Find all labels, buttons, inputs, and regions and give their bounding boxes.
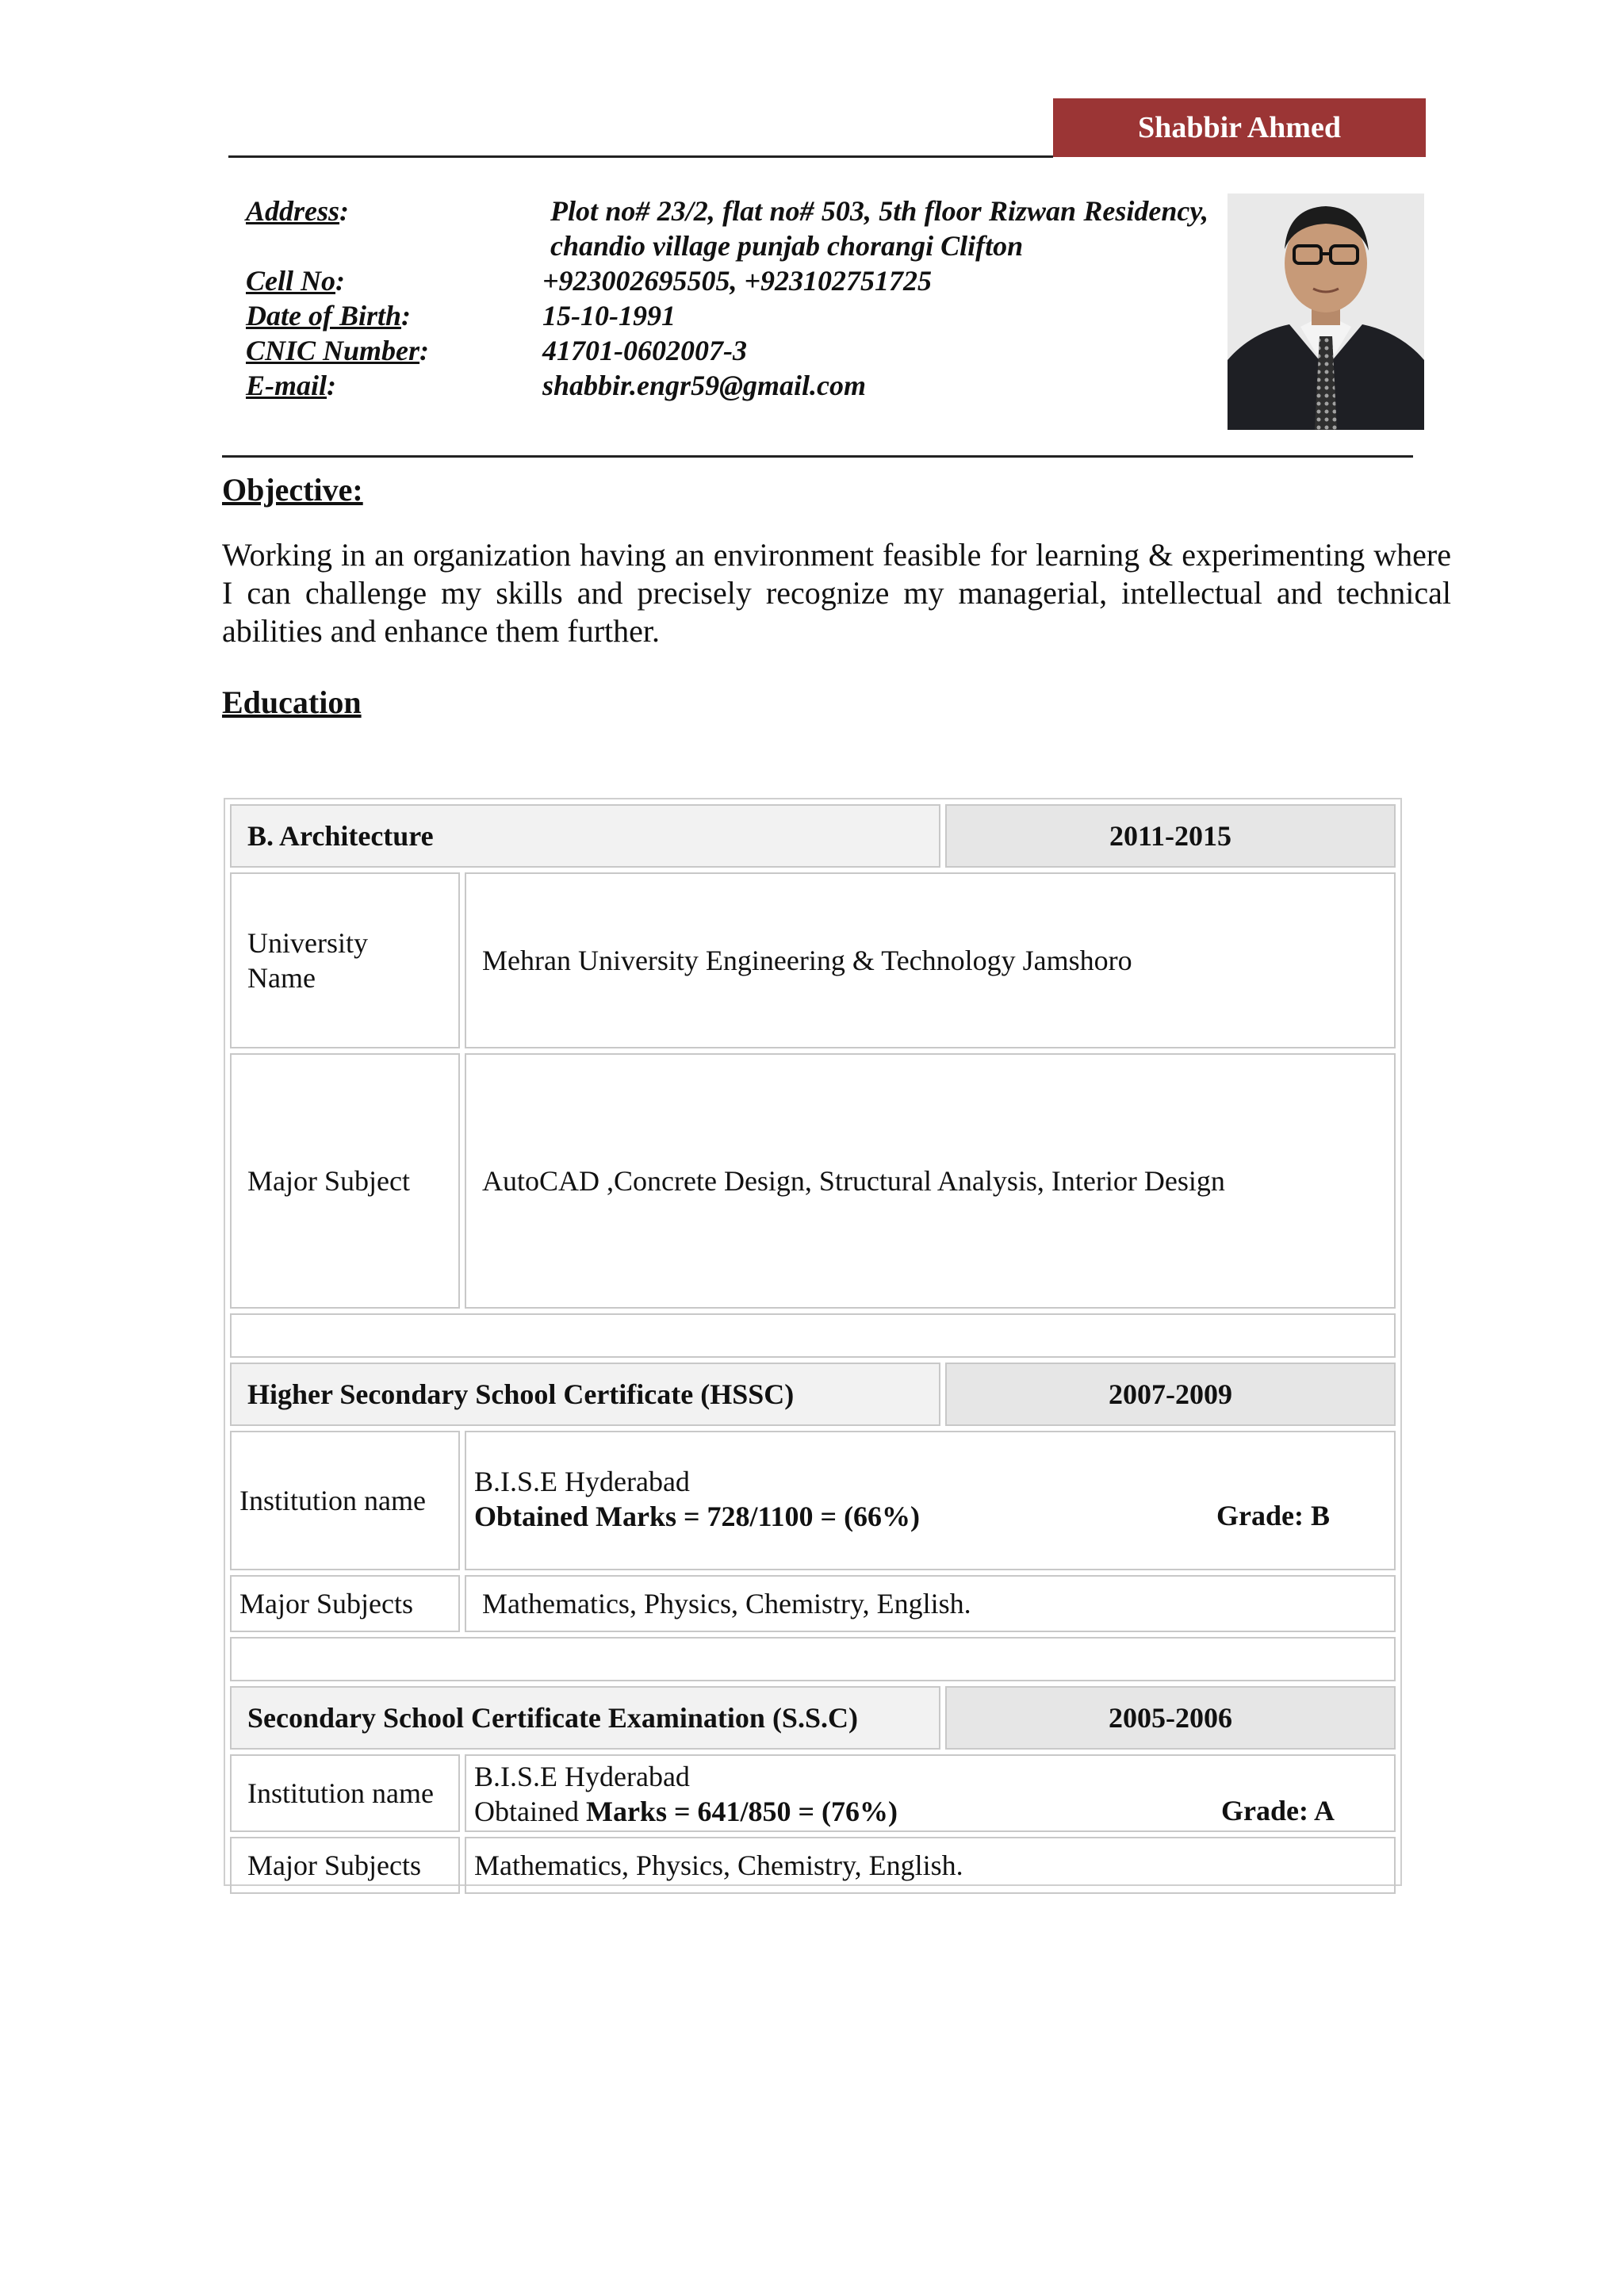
hssc-institution-label: Institution name (230, 1431, 460, 1570)
cnic-label: CNIC Number (246, 335, 420, 366)
ssc-subjects-label: Major Subjects (230, 1837, 460, 1894)
education-table (224, 798, 1402, 1886)
hssc-marks: Obtained Marks = 728/1100 = (66%) (474, 1501, 921, 1532)
email-label: E-mail (246, 370, 327, 401)
ssc-marks: Marks = 641/850 = (76%) (585, 1796, 898, 1827)
ssc-institution-cell (465, 1754, 1396, 1832)
cell-value: +923002695505, +923102751725 (542, 265, 933, 297)
major-value: AutoCAD ,Concrete Design, Structural Analysis, Interior Design (465, 1053, 1396, 1309)
cnic-value: 41701-0602007-3 (542, 335, 747, 366)
hssc-title: Higher Secondary School Certificate (HSSC) (230, 1363, 940, 1426)
objective-text: Working in an organization having an environment feasible for learning & experimenting where I can challenge my skills and precisely recognize my managerial, intellectual and technical abilities and enhance them further. (222, 537, 1451, 649)
objective-heading: Objective: (222, 472, 363, 508)
portrait-icon (1228, 194, 1424, 430)
degree-years: 2011-2015 (945, 804, 1396, 868)
section-divider (222, 455, 1413, 458)
ssc-title: Secondary School Certificate Examination (S.S.C) (230, 1686, 940, 1750)
address-value: Plot no# 23/2, flat no# 503, 5th floor Rizwan Residency, chandio village punjab chorangi Clifton (550, 195, 1208, 262)
name-banner: Shabbir Ahmed (1053, 98, 1426, 157)
major-label: Major Subject (230, 1053, 460, 1309)
ssc-years: 2005-2006 (945, 1686, 1396, 1750)
degree-title: B. Architecture (230, 804, 940, 868)
address-label: Address (246, 195, 340, 227)
dob-value: 15-10-1991 (542, 300, 676, 332)
spacer-row (230, 1637, 1396, 1681)
hssc-institution-value: B.I.S.E Hyderabad (474, 1466, 690, 1497)
profile-photo (1228, 194, 1424, 430)
hssc-subjects-label: Major Subjects (230, 1575, 460, 1632)
university-value: Mehran University Engineering & Technology Jamshoro (465, 872, 1396, 1048)
header-divider (228, 155, 1053, 158)
ssc-marks-prefix: Obtained (474, 1796, 586, 1827)
education-heading: Education (222, 684, 362, 720)
hssc-subjects-value: Mathematics, Physics, Chemistry, English. (465, 1575, 1396, 1632)
resume-page: Shabbir Ahmed Address: Plot no# 23/2, flat no# 503, 5th floor Rizwan Residency, chandio village punjab chorangi Clifton Cell No: +923002695505, +923102751725 Date of Birth: 15-10-1991 CNIC Number: 41701-0602007-3 E-mail: shabbir.engr59@gmail.com Objective: Working in an organization having an environment feasible for learning & experimenting where I can challenge my skills and precisely recognize my managerial, intellectual and technical abilities and enhance them further. Education B. Architecture 2011-2015 University Name Mehran University Engineering & Technology Jamshoro Major Subject AutoCAD ,Concrete Design, Structural Analysis, Interior Design Higher Secondary School Certificate (HSSC) 2007-2009 Institution name B.I.S.E Hyderabad Obtained Marks = 728/1100 = (66%) Grade: B Major Subjects Mathematics, Physics, Chemistry, English. Secondary School Certificate Examination (S.S.C) 2005-2006 Institution name B.I.S.E Hyderabad Obtained Marks = 641/850 = (76%) Grade: A Major Subjects Mathematics, Physics, Chemistry, English. (0, 0, 1624, 2296)
hssc-institution-cell (465, 1431, 1396, 1570)
hssc-years: 2007-2009 (945, 1363, 1396, 1426)
dob-label: Date of Birth (246, 300, 402, 332)
ssc-institution-value: B.I.S.E Hyderabad (474, 1761, 690, 1792)
spacer-row (230, 1313, 1396, 1358)
university-label: University Name (247, 927, 368, 994)
ssc-institution-label: Institution name (230, 1754, 460, 1832)
email-value: shabbir.engr59@gmail.com (542, 370, 867, 401)
hssc-grade: Grade: B (1216, 1500, 1330, 1531)
university-label-cell (230, 872, 460, 1048)
ssc-grade: Grade: A (1221, 1795, 1335, 1826)
ssc-subjects-value: Mathematics, Physics, Chemistry, English. (465, 1837, 1396, 1894)
cell-label: Cell No (246, 265, 335, 297)
